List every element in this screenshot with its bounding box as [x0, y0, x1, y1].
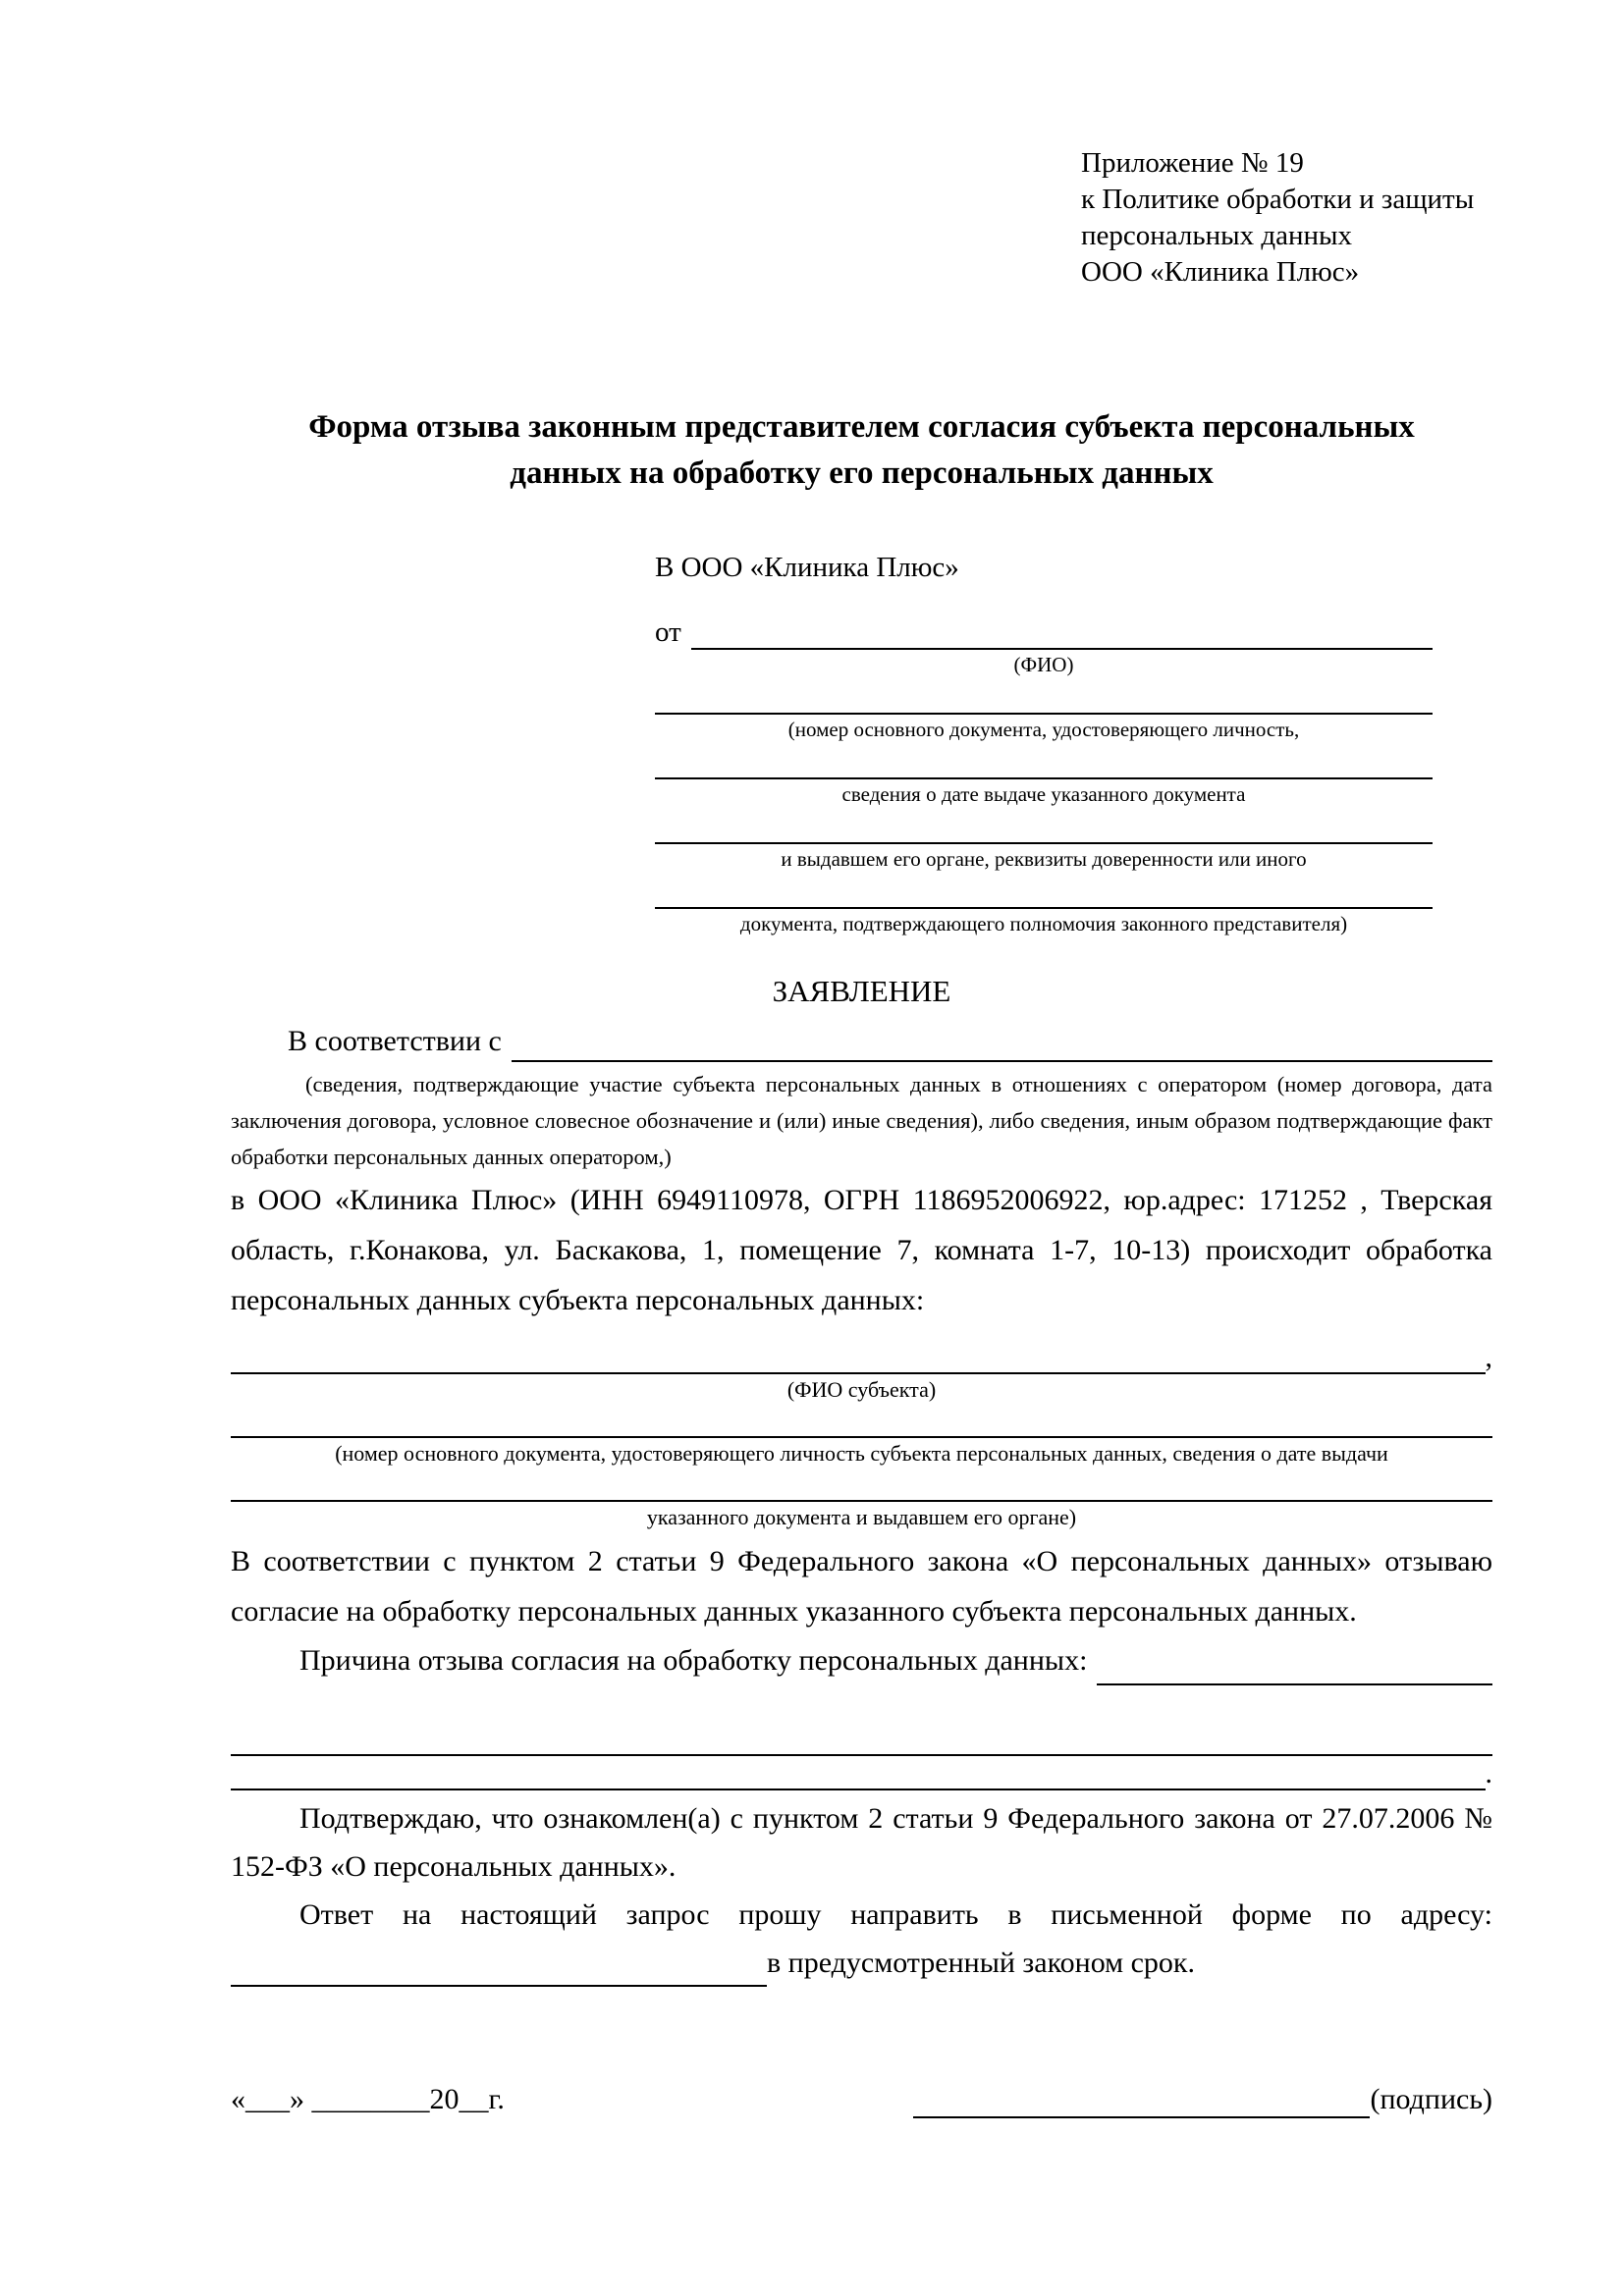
- addressee-to: В ООО «Клиника Плюс»: [655, 552, 959, 583]
- subject-fio-row: [231, 1341, 1492, 1374]
- footer-row: [231, 2081, 1492, 2118]
- doc-caption-1: (номер основного документа, удостоверяющего личность,: [787, 718, 1300, 741]
- fio-caption: (ФИО): [1013, 653, 1074, 676]
- doc-caption-4: документа, подтверждающего полномочия законного представителя): [739, 912, 1348, 935]
- blank-line-representative-doc-2: [655, 742, 1433, 779]
- addressee-block: [655, 550, 1433, 936]
- confirm-paragraph: Подтверждаю, что ознакомлен(а) с пунктом 2 статьи 9 Федерального закона от 27.07.2006 № 152-ФЗ «О персональных данных».: [231, 1802, 1492, 1883]
- subject-fio-caption: (ФИО субъекта): [786, 1377, 937, 1402]
- period-tail: .: [1485, 1757, 1492, 1789]
- blank-line-reason-2: [231, 1756, 1486, 1790]
- blank-line-representative-doc-4: [655, 872, 1433, 909]
- blank-line-signature: [913, 2083, 1370, 2118]
- blank-line-accordance: [512, 1060, 1492, 1062]
- reply-paragraph-line1: Ответ на настоящий запрос прошу направить в письменной форме по адресу:: [299, 1898, 1492, 1931]
- blank-line-representative-fio: [691, 648, 1433, 650]
- accordance-row: [231, 1021, 1492, 1062]
- reason-row: [231, 1636, 1492, 1685]
- blank-line-reason-1: [231, 1723, 1492, 1756]
- operator-paragraph: в ООО «Клиника Плюс» (ИНН 6949110978, ОГРН 1186952006922, юр.адрес: 171252 , Тверская область, г.Конакова, ул. Баскакова, 1, помещение 7, комната 1-7, 10-13) происходит обработка персональных данных субъекта персональных данных:: [231, 1184, 1492, 1316]
- subject-doc-caption-2: указанного документа и выдавшем его органе): [646, 1505, 1077, 1529]
- reply-suffix: в предусмотренный законом срок.: [767, 1947, 1195, 1979]
- withdraw-paragraph: В соответствии с пунктом 2 статьи 9 Федерального закона «О персональных данных» отзываю согласие на обработку персональных данных указанного субъекта персональных данных.: [231, 1545, 1492, 1628]
- subject-doc-caption-1: (номер основного документа, удостоверяющего личность субъекта персональных данных, сведения о дате выдачи: [335, 1441, 1388, 1466]
- doc-caption-2: сведения о дате выдаче указанного документа: [841, 782, 1246, 806]
- appendix-policy-line2: персональных данных: [1081, 220, 1353, 251]
- document-title: Форма отзыва законным представителем согласия субъекта персональных данных на обработку его персональных данных: [308, 409, 1415, 491]
- blank-line-representative-doc-1: [655, 677, 1433, 715]
- reply-row: [231, 1940, 1492, 1987]
- from-label: от: [655, 616, 681, 648]
- blank-line-reply-address: [231, 1985, 767, 1987]
- signature-group: [913, 2081, 1492, 2118]
- appendix-header: [1081, 145, 1492, 291]
- doc-caption-3: и выдавшем его органе, реквизиты доверенности или иного: [781, 847, 1307, 871]
- blank-line-representative-doc-3: [655, 807, 1433, 844]
- addressee-from-row: [655, 614, 1433, 650]
- signature-caption: (подпись): [1370, 2083, 1492, 2115]
- appendix-number: Приложение № 19: [1081, 147, 1304, 179]
- statement-heading: ЗАЯВЛЕНИЕ: [772, 974, 951, 1008]
- reason-prefix: Причина отзыва согласия на обработку персональных данных:: [299, 1644, 1088, 1677]
- appendix-company: ООО «Клиника Плюс»: [1081, 256, 1360, 288]
- reason-line2-row: [231, 1756, 1492, 1790]
- blank-line-subject-fio: [231, 1372, 1486, 1374]
- blank-line-subject-doc-2: [231, 1467, 1492, 1502]
- blank-line-subject-doc-1: [231, 1403, 1492, 1438]
- blank-line-reason-short: [1097, 1683, 1492, 1685]
- accordance-prefix: В соответствии с: [288, 1025, 502, 1057]
- appendix-policy-line1: к Политике обработки и защиты: [1081, 184, 1475, 215]
- date-line: «___» ________20__г.: [231, 2083, 505, 2115]
- small-print-note: (сведения, подтверждающие участие субъекта персональных данных в отношениях с оператором (номер договора, дата заключения договора, условное словесное обозначение и (или) иные сведения), либо сведения, иным образом подтверждающие факт обработки персональных данных оператором,): [231, 1072, 1492, 1169]
- comma-tail: ,: [1485, 1341, 1492, 1373]
